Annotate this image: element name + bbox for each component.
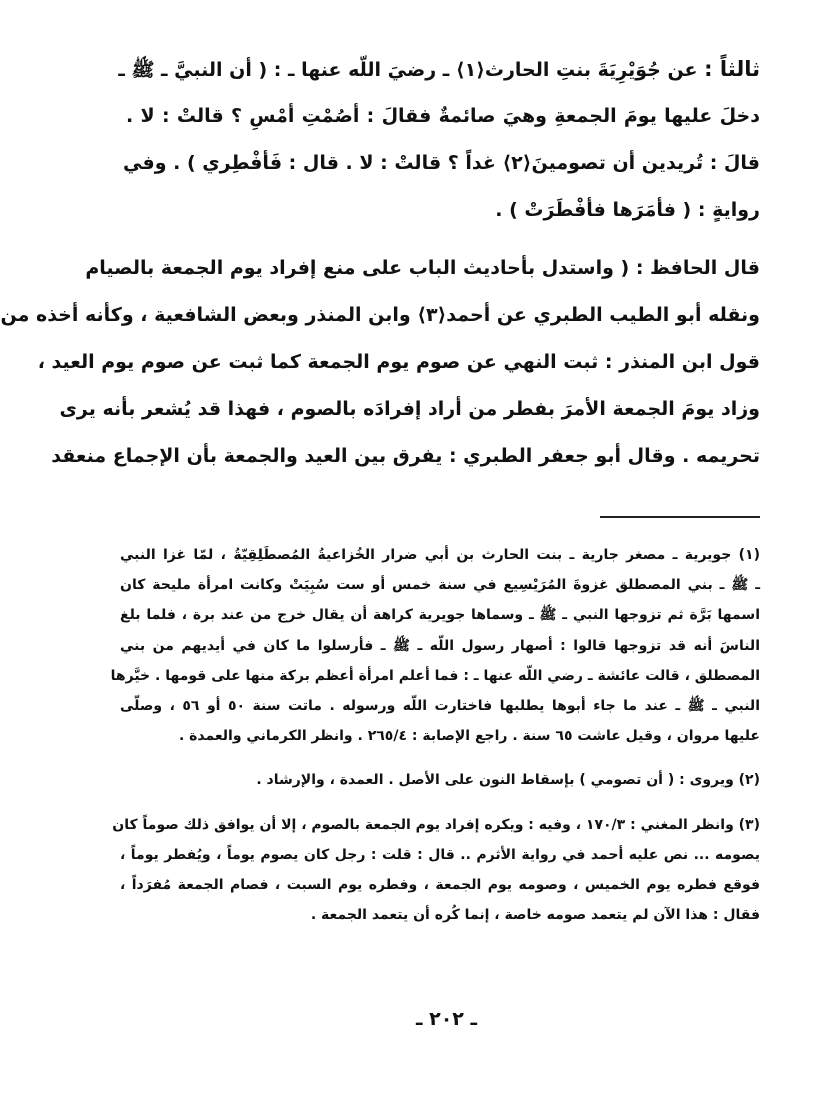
footnote-line: (١) جويرية ـ مصغر جارية ـ بنت الحارث بن أبي ضرار الخُزاعيةُ المُصطَلِقِيّةُ ، لمّا غزا النبي (120, 547, 760, 563)
text-line: دخلَ عليها يومَ الجمعةِ وهيَ صائمةٌ فقالَ : أصُمْتِ أمْسِ ؟ قالتْ : لا . (126, 105, 760, 127)
page-number: ـ ٢٠٢ ـ (415, 1008, 477, 1030)
paragraph-commentary (0, 245, 760, 480)
section-lead: ثالثاً : (704, 57, 760, 81)
paragraph-hadith (118, 46, 760, 234)
footnote-line: المصطلق ، قالت عائشة ـ رضي اللّه عنها ـ : فما أعلم امرأة أعظم بركة منها على قومها . خيَّرها (110, 667, 760, 684)
footnote-line: الناسَ أنه قد تزوجها قالوا : أصهار رسول اللّه ـ ﷺ ـ فأرسلوا ما كان في أيديهم من بني (120, 637, 760, 654)
text-line: ثالثاً : عن جُوَيْرِيَةَ بنتِ الحارث⟨١⟩ ـ رضيَ اللّه عنها ـ : ( أن النبيَّ ـ ﷺ ـ (118, 57, 760, 81)
footnote-line: عليها مروان ، وقيل عاشت ٦٥ سنة . راجع الإصابة : ٢٦٥/٤ . وانظر الكرماني والعمدة . (178, 728, 760, 745)
footnote-line: ـ ﷺ ـ بني المصطلق غزوةَ المُرَيْسِيع في سنة خمس أو ست سُبِيَتْ وكانت امرأة مليحة كان (120, 577, 760, 594)
footnote-line: اسمها بَرَّة ثم تزوجها النبي ـ ﷺ ـ وسماها جويرية كراهة أن يقال خرج من عند برة ، فلما بلغ (120, 607, 760, 624)
text-line: قالَ : تُريدين أن تصومينَ⟨٢⟩ غداً ؟ قالتْ : لا . قال : فَأفْطِري ) . وفي (123, 152, 760, 174)
text-line: تحريمه . وقال أبو جعفر الطبري : يفرق بين العيد والجمعة بأن الإجماع منعقد (51, 445, 760, 467)
footnote-line: فقال : هذا الآن لم يتعمد صومه خاصة ، إنما كُره أن يتعمد الجمعة . (310, 907, 760, 924)
footnote-line: (٢) ويروى : ( أن تصومي ) بإسقاط النون على الأصل . العمدة ، والإرشاد . (256, 772, 760, 789)
text-line: ونقله أبو الطيب الطبري عن أحمد⟨٣⟩ وابن المنذر وبعض الشافعية ، وكأنه أخذه من (0, 304, 760, 326)
footnote-separator (600, 516, 760, 518)
footnote-line: يصومه ... نص عليه أحمد في رواية الأثرم .. قال : قلت : رجل كان يصوم يوماً ، ويُفطر يوماً ، (120, 846, 760, 863)
main-text (0, 46, 760, 480)
footnote-2 (120, 765, 760, 795)
footnote-line: فوقع فطره يوم الخميس ، وصومه يوم الجمعة ، وفطره يوم السبت ، فصام الجمعة مُفرَداً ، (120, 876, 760, 893)
footnote-line: النبي ـ ﷺ ـ عند ما جاء أبوها يطلبها فاختارت اللّه ورسوله . ماتت سنة ٥٠ أو ٥٦ ، وصلّى (120, 697, 760, 714)
text-line: روايةٍ : ( فأمَرَها فأفْطَرَتْ ) . (495, 199, 760, 221)
footnote-3 (112, 810, 760, 931)
footnotes (110, 540, 760, 944)
footnote-1 (110, 540, 760, 751)
text-line: وزاد يومَ الجمعة الأمرَ بفطر من أراد إفرادَه بالصوم ، فهذا قد يُشعر بأنه يرى (59, 398, 760, 420)
text-line: قال الحافظ : ( واستدل بأحاديث الباب على منع إفراد يوم الجمعة بالصيام (85, 257, 760, 279)
footnote-line: (٣) وانظر المغني : ١٧٠/٣ ، وفيه : ويكره إفراد يوم الجمعة بالصوم ، إلا أن يوافق ذلك صوماً كان (112, 816, 760, 833)
text-line: قول ابن المنذر : ثبت النهي عن صوم يوم الجمعة كما ثبت عن صوم يوم العيد ، (37, 351, 760, 373)
